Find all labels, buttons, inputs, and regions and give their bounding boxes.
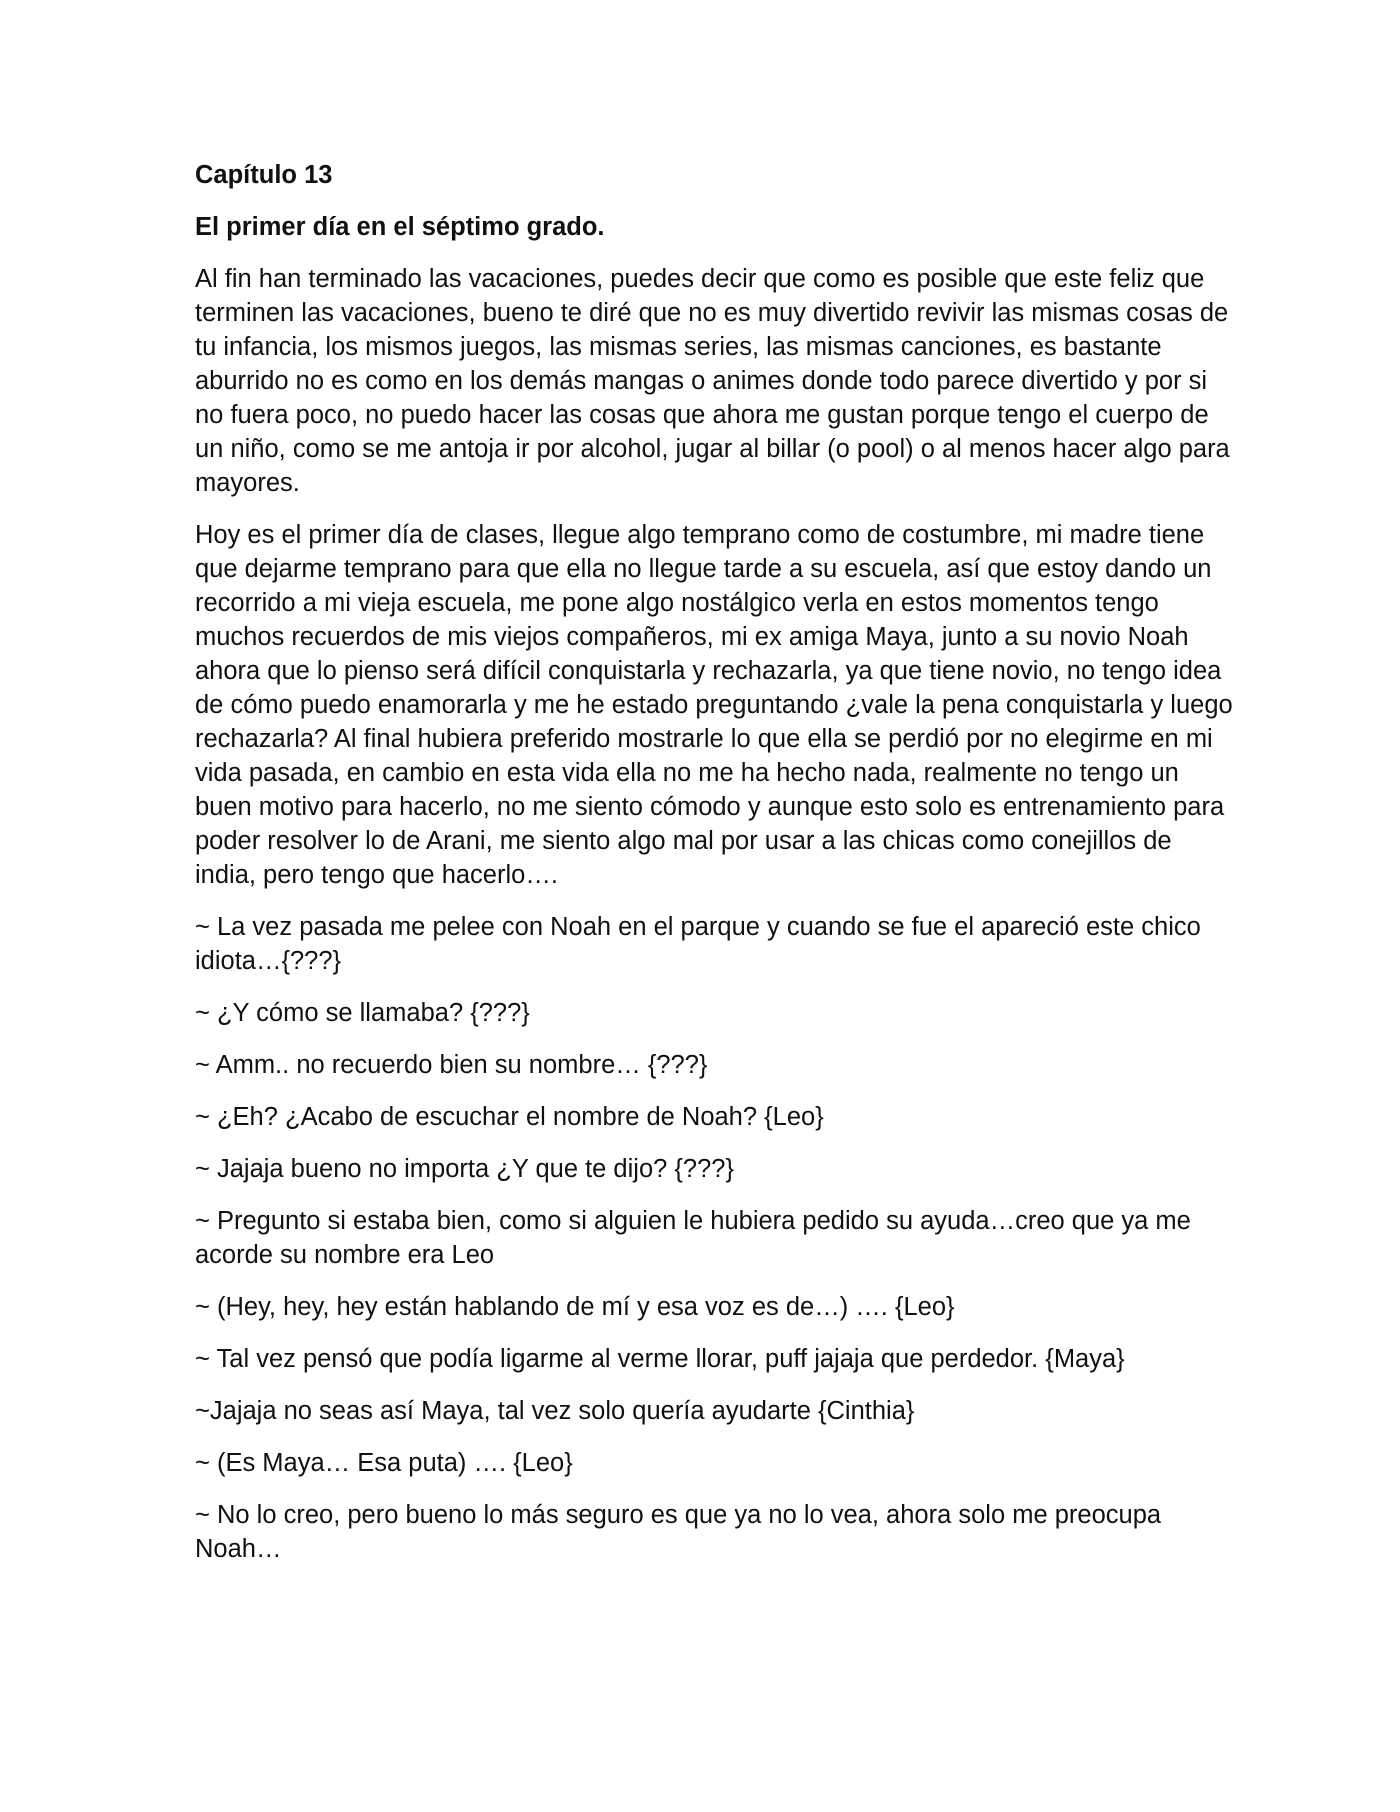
- dialogue-line: ~ Pregunto si estaba bien, como si alguien le hubiera pedido su ayuda…creo que ya me acorde su nombre era Leo: [195, 1207, 1191, 1269]
- dialogue-line: ~ Tal vez pensó que podía ligarme al verme llorar, puff jajaja que perdedor. {Maya}: [195, 1345, 1125, 1373]
- dialogue-line: ~ La vez pasada me pelee con Noah en el parque y cuando se fue el apareció este chico idiota…{???}: [195, 913, 1201, 975]
- dialogue-line: ~ Jajaja bueno no importa ¿Y que te dijo? {???}: [195, 1155, 734, 1183]
- dialogue-line: ~ ¿Eh? ¿Acabo de escuchar el nombre de Noah? {Leo}: [195, 1103, 824, 1131]
- paragraph-first-day: Hoy es el primer día de clases, llegue algo temprano como de costumbre, mi madre tiene que dejarme temprano para que ella no llegue tarde a su escuela, así que estoy dando un recorrido a mi vieja escuela, me pone algo nostálgico verla en estos momentos tengo muchos recuerdos de mis viejos compañeros, mi ex amiga Maya, junto a su novio Noah ahora que lo pienso será difícil conquistarla y rechazarla, ya que tiene novio, no tengo idea de cómo puedo enamorarla y me he estado preguntando ¿vale la pena conquistarla y luego rechazarla? Al final hubiera preferido mostrarle lo que ella se perdió por no elegirme en mi vida pasada, en cambio en esta vida ella no me ha hecho nada, realmente no tengo un buen motivo para hacerlo, no me siento cómodo y aunque esto solo es entrenamiento para poder resolver lo de Arani, me siento algo mal por usar a las chicas como conejillos de india, pero tengo que hacerlo….: [195, 521, 1233, 889]
- dialogue-line: ~ Amm.. no recuerdo bien su nombre… {???}: [195, 1051, 708, 1079]
- paragraph-intro: Al fin han terminado las vacaciones, puedes decir que como es posible que este feliz que terminen las vacaciones, bueno te diré que no es muy divertido revivir las mismas cosas de tu infancia, los mismos juegos, las mismas series, las mismas canciones, es bastante aburrido no es como en los demás mangas o animes donde todo parece divertido y por si no fuera poco, no puedo hacer las cosas que ahora me gustan porque tengo el cuerpo de un niño, como se me antoja ir por alcohol, jugar al billar (o pool) o al menos hacer algo para mayores.: [195, 265, 1230, 497]
- dialogue-line: ~ (Es Maya… Esa puta) …. {Leo}: [195, 1449, 573, 1477]
- document-page: [195, 158, 1235, 1584]
- dialogue-line: ~Jajaja no seas así Maya, tal vez solo quería ayudarte {Cinthia}: [195, 1397, 915, 1425]
- chapter-heading: Capítulo 13: [195, 161, 333, 189]
- dialogue-line: ~ No lo creo, pero bueno lo más seguro es que ya no lo vea, ahora solo me preocupa Noah…: [195, 1501, 1162, 1563]
- dialogue-line: ~ ¿Y cómo se llamaba? {???}: [195, 999, 530, 1027]
- dialogue-line: ~ (Hey, hey, hey están hablando de mí y esa voz es de…) …. {Leo}: [195, 1293, 955, 1321]
- chapter-title: El primer día en el séptimo grado.: [195, 213, 605, 241]
